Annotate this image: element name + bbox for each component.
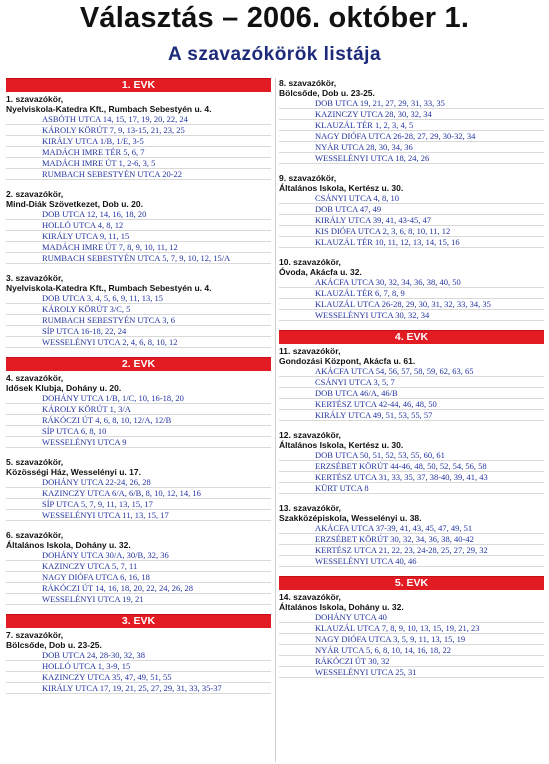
district-number: 9. szavazókör,: [279, 173, 337, 183]
street-line: SÍP UTCA 5, 7, 9, 11, 13, 15, 17: [6, 499, 271, 510]
street-line: KLAUZÁL UTCA 26-28, 29, 30, 31, 32, 33, 34, 35: [279, 299, 544, 310]
street-line: KLAUZÁL UTCA 7, 8, 9, 10, 13, 15, 19, 21, 23: [279, 623, 544, 634]
street-line: MADÁCH IMRE ÚT 1, 2-6, 3, 5: [6, 158, 271, 169]
street-line: DOHÁNY UTCA 1/B, 1/C, 10, 16-18, 20: [6, 393, 271, 404]
district-location: Nyelviskola-Katedra Kft., Rumbach Sebestyén u. 4.: [6, 104, 212, 114]
street-line: KIRÁLY UTCA 17, 19, 21, 25, 27, 29, 31, 33, 35-37: [6, 683, 271, 694]
column-divider: [275, 78, 276, 762]
district-block: [6, 273, 271, 348]
district-number: 4. szavazókör,: [6, 373, 64, 383]
street-line: SÍP UTCA 6, 8, 10: [6, 426, 271, 437]
street-line: KLAUZÁL TÉR 1, 2, 3, 4, 5: [279, 120, 544, 131]
street-line: KLAUZÁL TÉR 10, 11, 12, 13, 14, 15, 16: [279, 237, 544, 248]
street-line: ASBÓTH UTCA 14, 15, 17, 19, 20, 22, 24: [6, 114, 271, 125]
street-line: AKÁCFA UTCA 54, 56, 57, 58, 59, 62, 63, 65: [279, 366, 544, 377]
street-line: KÁROLY KÖRÚT 7, 9, 13-15, 21, 23, 25: [6, 125, 271, 136]
district-number: 14. szavazókör,: [279, 592, 341, 602]
district-number: 13. szavazókör,: [279, 503, 341, 513]
street-line: KAZINCZY UTCA 28, 30, 32, 34: [279, 109, 544, 120]
district-block: [279, 430, 544, 494]
page-title: Választás – 2006. október 1.: [79, 2, 470, 34]
street-line: WESSELÉNYI UTCA 25, 31: [279, 667, 544, 678]
district-block: [279, 78, 544, 164]
evk-header: 3. EVK: [6, 614, 271, 628]
street-line: NAGY DIÓFA UTCA 3, 5, 9, 11, 13, 15, 19: [279, 634, 544, 645]
page-subtitle: A szavazókörök listája: [167, 44, 382, 65]
street-line: DOHÁNY UTCA 22-24, 26, 28: [6, 477, 271, 488]
street-line: NAGY DIÓFA UTCA 6, 16, 18: [6, 572, 271, 583]
street-line: DOB UTCA 46/A, 46/B: [279, 388, 544, 399]
district-location: Óvoda, Akácfa u. 32.: [279, 267, 362, 277]
street-line: KAZINCZY UTCA 35, 47, 49, 51, 55: [6, 672, 271, 683]
street-line: ERZSÉBET KÖRÚT 44-46, 48, 50, 52, 54, 56, 58: [279, 461, 544, 472]
evk-header: 1. EVK: [6, 78, 271, 92]
district-location: Nyelviskola-Katedra Kft., Rumbach Sebestyén u. 4.: [6, 283, 212, 293]
evk-header: 5. EVK: [279, 576, 544, 590]
street-line: KERTÉSZ UTCA 21, 22, 23, 24-28, 25, 27, 29, 32: [279, 545, 544, 556]
street-line: KAZINCZY UTCA 5, 7, 11: [6, 561, 271, 572]
street-line: HOLLÓ UTCA 4, 8, 12: [6, 220, 271, 231]
district-block: [279, 257, 544, 321]
district-location: Általános Iskola, Kertész u. 30.: [279, 183, 404, 193]
district-location: Közösségi Ház, Wesselényi u. 17.: [6, 467, 141, 477]
street-line: DOB UTCA 24, 28-30, 32, 38: [6, 650, 271, 661]
district-block: [6, 373, 271, 448]
street-line: KIRÁLY UTCA 49, 51, 53, 55, 57: [279, 410, 544, 421]
district-location: Szakközépiskola, Wesselényi u. 38.: [279, 513, 422, 523]
street-line: KERTÉSZ UTCA 31, 33, 35, 37, 38-40, 39, 41, 43: [279, 472, 544, 483]
street-line: RUMBACH SEBESTYÉN UTCA 20-22: [6, 169, 271, 180]
street-line: MADÁCH IMRE ÚT 7, 8, 9, 10, 11, 12: [6, 242, 271, 253]
district-location: Mind-Diák Szövetkezet, Dob u. 20.: [6, 199, 143, 209]
district-block: [279, 592, 544, 678]
district-number: 5. szavazókör,: [6, 457, 64, 467]
street-line: DOB UTCA 12, 14, 16, 18, 20: [6, 209, 271, 220]
district-number: 12. szavazókör,: [279, 430, 341, 440]
district-block: [6, 94, 271, 180]
street-line: RÁKÓCZI ÚT 30, 32: [279, 656, 544, 667]
street-line: WESSELÉNYI UTCA 2, 4, 6, 8, 10, 12: [6, 337, 271, 348]
right-column: [279, 78, 544, 687]
district-block: [279, 346, 544, 421]
street-line: KIS DIÓFA UTCA 2, 3, 6, 8, 10, 11, 12: [279, 226, 544, 237]
street-line: DOB UTCA 47, 49: [279, 204, 544, 215]
street-line: WESSELÉNYI UTCA 11, 13, 15, 17: [6, 510, 271, 521]
street-line: DOB UTCA 19, 21, 27, 29, 31, 33, 35: [279, 98, 544, 109]
street-line: KÜRT UTCA 8: [279, 483, 544, 494]
evk-header: 2. EVK: [6, 357, 271, 371]
street-line: AKÁCFA UTCA 30, 32, 34, 36, 38, 40, 50: [279, 277, 544, 288]
street-line: WESSELÉNYI UTCA 30, 32, 34: [279, 310, 544, 321]
district-number: 3. szavazókör,: [6, 273, 64, 283]
street-line: NAGY DIÓFA UTCA 26-28, 27, 29, 30-32, 34: [279, 131, 544, 142]
district-number: 7. szavazókör,: [6, 630, 64, 640]
district-number: 2. szavazókör,: [6, 189, 64, 199]
district-block: [6, 530, 271, 605]
street-line: CSÁNYI UTCA 3, 5, 7: [279, 377, 544, 388]
street-line: RÁKÓCZI ÚT 14, 16, 18, 20, 22, 24, 26, 28: [6, 583, 271, 594]
street-line: DOB UTCA 3, 4, 5, 6, 9, 11, 13, 15: [6, 293, 271, 304]
street-line: AKÁCFA UTCA 37-39, 41, 43, 45, 47, 49, 51: [279, 523, 544, 534]
district-location: Általános Iskola, Kertész u. 30.: [279, 440, 404, 450]
street-line: KIRÁLY UTCA 1/B, 1/E, 3-5: [6, 136, 271, 147]
district-block: [6, 189, 271, 264]
street-line: RUMBACH SEBESTYÉN UTCA 5, 7, 9, 10, 12, 15/A: [6, 253, 271, 264]
district-location: Idősek Klubja, Dohány u. 20.: [6, 383, 122, 393]
street-line: KIRÁLY UTCA 39, 41, 43-45, 47: [279, 215, 544, 226]
district-number: 10. szavazókör,: [279, 257, 341, 267]
district-location: Bölcsőde, Dob u. 23-25.: [279, 88, 375, 98]
street-line: SÍP UTCA 16-18, 22, 24: [6, 326, 271, 337]
street-line: RUMBACH SEBESTYÉN UTCA 3, 6: [6, 315, 271, 326]
street-line: KLAUZÁL TÉR 6, 7, 8, 9: [279, 288, 544, 299]
street-line: WESSELÉNYI UTCA 18, 24, 26: [279, 153, 544, 164]
left-column: [6, 78, 271, 703]
district-location: Általános Iskola, Dohány u. 32.: [279, 602, 404, 612]
street-line: WESSELÉNYI UTCA 19, 21: [6, 594, 271, 605]
street-line: WESSELÉNYI UTCA 40, 46: [279, 556, 544, 567]
district-block: [279, 173, 544, 248]
district-block: [6, 457, 271, 521]
district-block: [6, 630, 271, 694]
street-line: MADÁCH IMRE TÉR 5, 6, 7: [6, 147, 271, 158]
street-line: KAZINCZY UTCA 6/A, 6/B, 8, 10, 12, 14, 16: [6, 488, 271, 499]
street-line: KERTÉSZ UTCA 42-44, 46, 48, 50: [279, 399, 544, 410]
street-line: DOB UTCA 50, 51, 52, 53, 55, 60, 61: [279, 450, 544, 461]
district-location: Gondozási Központ, Akácfa u. 61.: [279, 356, 416, 366]
street-line: HOLLÓ UTCA 1, 3-9, 15: [6, 661, 271, 672]
street-line: ERZSÉBET KÖRÚT 30, 32, 34, 36, 38, 40-42: [279, 534, 544, 545]
street-line: CSÁNYI UTCA 4, 8, 10: [279, 193, 544, 204]
street-line: WESSELÉNYI UTCA 9: [6, 437, 271, 448]
district-number: 8. szavazókör,: [279, 78, 337, 88]
district-number: 1. szavazókör,: [6, 94, 64, 104]
street-line: NYÁR UTCA 5, 6, 8, 10, 14, 16, 18, 22: [279, 645, 544, 656]
street-line: DOHÁNY UTCA 30/A, 30/B, 32, 36: [6, 550, 271, 561]
street-line: RÁKÓCZI ÚT 4, 6, 8, 10, 12/A, 12/B: [6, 415, 271, 426]
district-location: Bölcsőde, Dob u. 23-25.: [6, 640, 102, 650]
district-block: [279, 503, 544, 567]
street-line: NYÁR UTCA 28, 30, 34, 36: [279, 142, 544, 153]
street-line: KIRÁLY UTCA 9, 11, 15: [6, 231, 271, 242]
street-line: KÁROLY KÖRÚT 1, 3/A: [6, 404, 271, 415]
street-line: KÁROLY KÖRÚT 3/C, 5: [6, 304, 271, 315]
district-number: 6. szavazókör,: [6, 530, 64, 540]
district-number: 11. szavazókör,: [279, 346, 341, 356]
street-line: DOHÁNY UTCA 40: [279, 612, 544, 623]
district-location: Általános Iskola, Dohány u. 32.: [6, 540, 131, 550]
evk-header: 4. EVK: [279, 330, 544, 344]
